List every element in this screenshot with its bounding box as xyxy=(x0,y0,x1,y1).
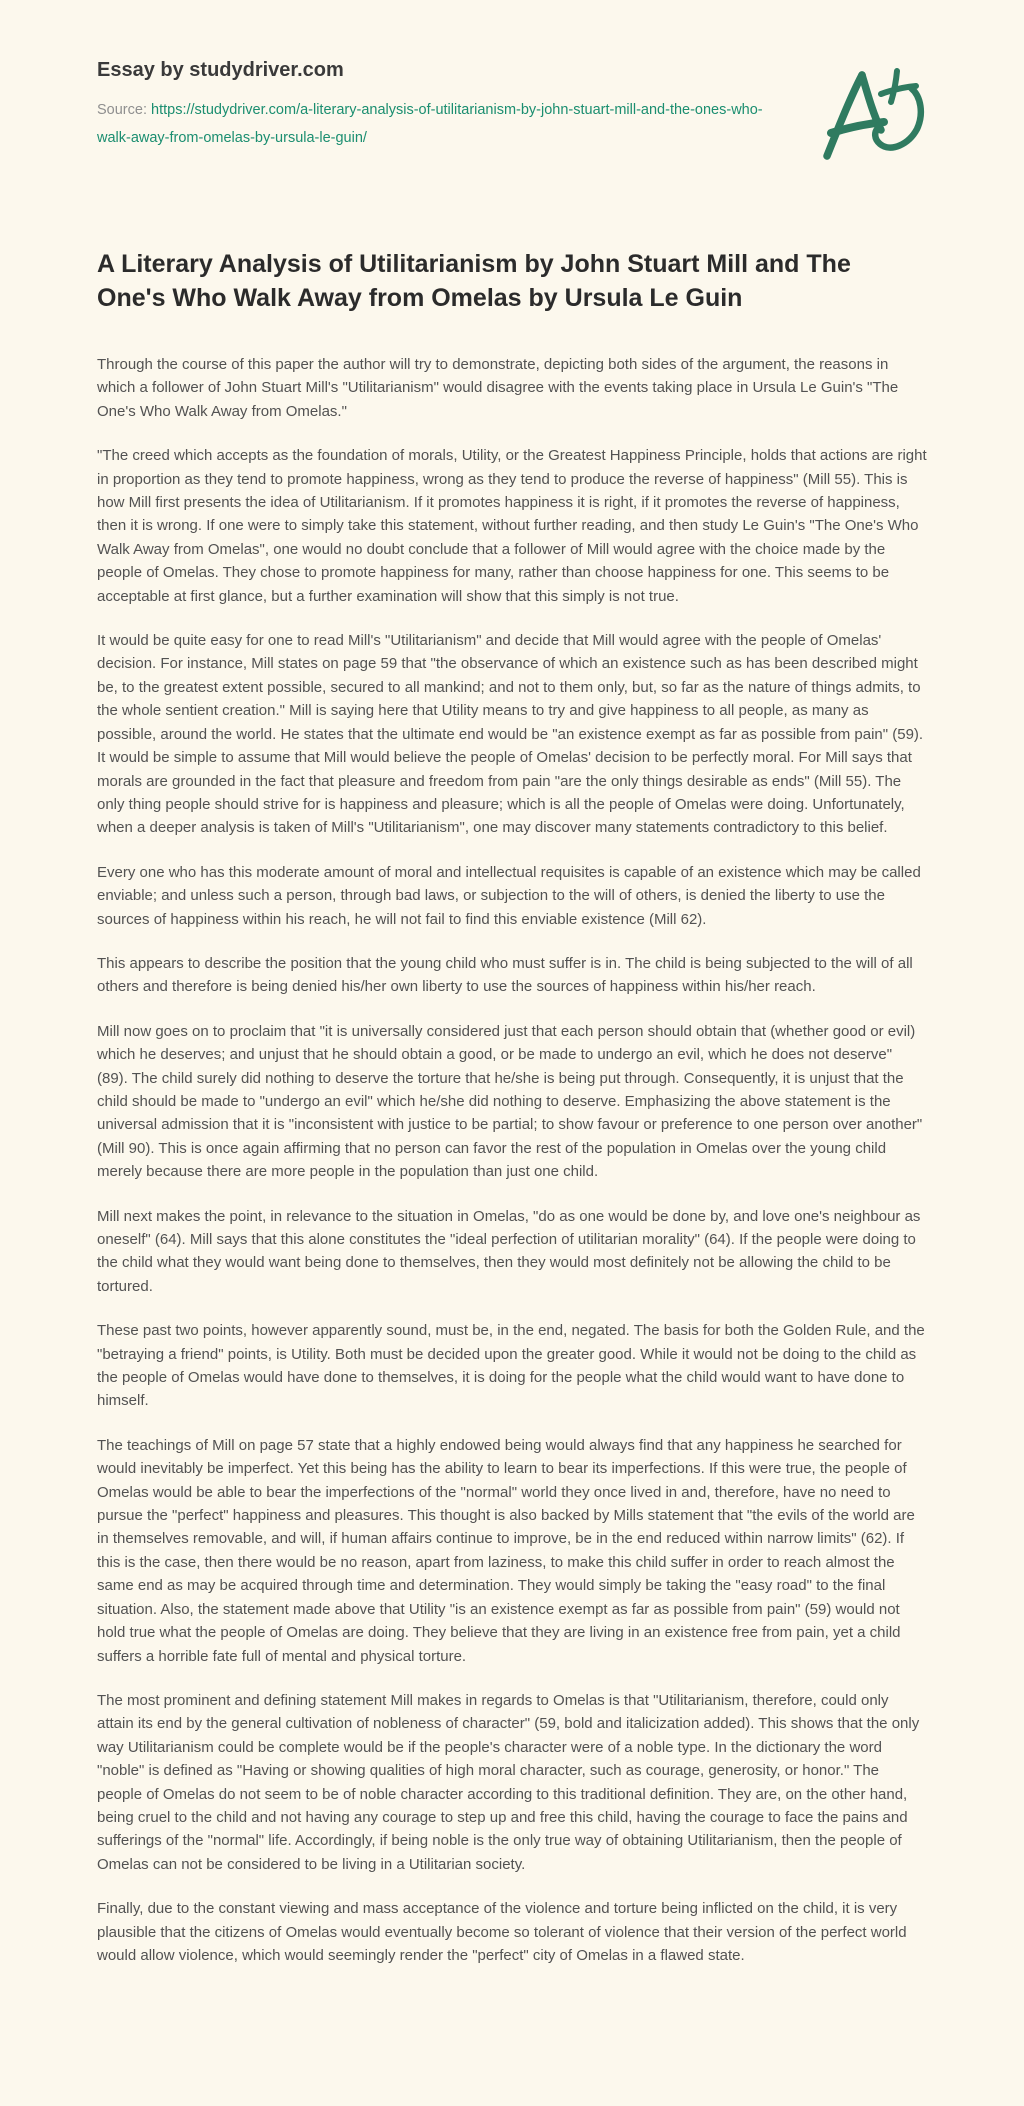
studydriver-a-plus-logo-icon xyxy=(817,44,957,184)
essay-paragraph: The most prominent and defining statement Mill makes in regards to Omelas is that "Utilitarianism, therefore, could only attain its end by the general cultivation of nobleness of character" (59, bold and italicization added). This shows that the only way Utilitarianism could be complete would be if the people's character were of a noble type. In the dictionary the word "noble" is defined as "Having or showing qualities of high moral character, such as courage, generosity, or honor." The people of Omelas do not seem to be of noble character according to this traditional definition. They are, on the other hand, being cruel to the child and not having any courage to step up and free this child, having the courage to face the pains and sufferings of the "normal" life. Accordingly, if being noble is the only true way of obtaining Utilitarianism, then the people of Omelas can not be considered to be living in a Utilitarian society. xyxy=(97,1691,920,1873)
essay-paragraph: "The creed which accepts as the foundation of morals, Utility, or the Greatest Happiness Principle, holds that actions are right in proportion as they tend to promote happiness, wrong as they tend to produce the reverse of happiness" (Mill 55). This is how Mill first presents the idea of Utilitarianism. If it promotes happiness it is right, if it promotes the reverse of happiness, then it is wrong. If one were to simply take this statement, without further reading, and then study Le Guin's "The One's Who Walk Away from Omelas", one would no doubt conclude that a follower of Mill would agree with the choice made by the people of Omelas. They chose to promote happiness for many, rather than choose happiness for one. This seems to be acceptable at first glance, but a further examination will show that this simply is not true. xyxy=(97,447,927,605)
essay-paragraph: It would be quite easy for one to read Mill's "Utilitarianism" and decide that Mill would agree with the people of Omelas' decision. For instance, Mill states on page 59 that "the observance of which an existence such as has been described might be, to the greatest extent possible, secured to all mankind; and not to them only, but, so far as the nature of things admits, to the whole sentient creation." Mill is saying here that Utility means to try and give happiness to all people, as many as possible, around the world. He states that the ultimate end would be "an existence exempt as far as possible from pain" (59). It would be simple to assume that Mill would believe the people of Omelas' decision to be perfectly moral. For Mill says that morals are grounded in the fact that pleasure and freedom from pain "are the only things desirable as ends" (Mill 55). The only thing people should strive for is happiness and pleasure; which is all the people of Omelas were doing. Unfortunately, when a deeper analysis is taken of Mill's "Utilitarianism", one may discover many statements contradictory to this belief. xyxy=(97,632,924,837)
essay-paragraph: The teachings of Mill on page 57 state that a highly endowed being would always find that any happiness he searched for would inevitably be imperfect. Yet this being has the ability to learn to bear its imperfections. If this were true, the people of Omelas would be able to bear the imperfections of the "normal" world they once lived in and, therefore, have no need to pursue the "perfect" happiness and pleasures. This thought is also backed by Mills statement that "the evils of the world are in themselves removable, and will, if human affairs continue to improve, be in the end reduced within narrow limits" (62). If this is the case, then there would be no reason, apart from laziness, to make this child suffer in order to reach almost the same end as may be acquired through time and determination. They would simply be taking the "easy road" to the final situation. Also, the statement made above that Utility "is an existence exempt as far as possible from pain" (59) would not hold true what the people of Omelas are doing. They believe that they are living in an existence free from pain, yet a child suffers a horrible fate full of mental and physical torture. xyxy=(97,1436,915,1665)
site-title: Essay by studydriver.com xyxy=(97,59,344,81)
content-column xyxy=(97,0,927,1967)
essay-paragraph: These past two points, however apparently sound, must be, in the end, negated. The basis for both the Golden Rule, and the "betraying a friend" points, is Utility. Both must be decided upon the greater good. While it would not be doing to the child as the people of Omelas would have done to themselves, it is doing for the people what the child would want to have done to himself. xyxy=(97,1322,925,1410)
essay-body xyxy=(97,353,927,1967)
header-text-block xyxy=(97,58,787,152)
essay-paragraph: This appears to describe the position that the young child who must suffer is in. The child is being subjected to the will of all others and therefore is being denied his/her own liberty to use the sources of happiness within his/her reach. xyxy=(97,954,913,996)
essay-paragraph: Through the course of this paper the author will try to demonstrate, depicting both sides of the argument, the reasons in which a follower of John Stuart Mill's "Utilitarianism" would disagree with the events taking place in Ursula Le Guin's "The One's Who Walk Away from Omelas." xyxy=(97,356,899,420)
essay-title: A Literary Analysis of Utilitarianism by John Stuart Mill and The One's Who Walk Away from Omelas by Ursula Le Guin xyxy=(97,250,851,312)
essay-paragraph: Mill next makes the point, in relevance to the situation in Omelas, "do as one would be done by, and love one's neighbour as oneself" (64). Mill says that this alone constitutes the "ideal perfection of utilitarian morality" (64). If the people were doing to the child what they would want being done to themselves, then they would most definitely not be allowing the child to be tortured. xyxy=(97,1207,921,1295)
source-url-link[interactable]: https://studydriver.com/a-literary-analysis-of-utilitarianism-by-john-stuart-mill-and-the-ones-who-walk-away-from-omelas-by-ursula-le-guin/ xyxy=(97,102,763,146)
page-header xyxy=(97,58,927,152)
essay-paragraph: Finally, due to the constant viewing and mass acceptance of the violence and torture being inflicted on the child, it is very plausible that the citizens of Omelas would eventually become so tolerant of violence that their version of the perfect world would allow violence, which would seemingly render the "perfect" city of Omelas in a flawed state. xyxy=(97,1900,907,1964)
essay-paragraph: Every one who has this moderate amount of moral and intellectual requisites is capable of an existence which may be called enviable; and unless such a person, through bad laws, or subjection to the will of others, is denied the liberty to use the sources of happiness within his reach, he will not fail to find this enviable existence (Mill 62). xyxy=(97,863,921,928)
source-label: Source: xyxy=(97,102,147,118)
source-line xyxy=(97,96,787,152)
essay-paragraph: Mill now goes on to proclaim that "it is universally considered just that each person should obtain that (whether good or evil) which he deserves; and unjust that he should obtain a good, or be made to undergo an evil, which he does not deserve" (89). The child surely did nothing to deserve the torture that he/she is being put through. Consequently, it is unjust that the child should be made to "undergo an evil" which he/she did nothing to deserve. Emphasizing the above statement is the universal admission that it is "inconsistent with justice to be partial; to show favour or preference to one person over another" (Mill 90). This is once again affirming that no person can favor the rest of the population in Omelas over the young child merely because there are more people in the population than just one child. xyxy=(97,1022,923,1181)
